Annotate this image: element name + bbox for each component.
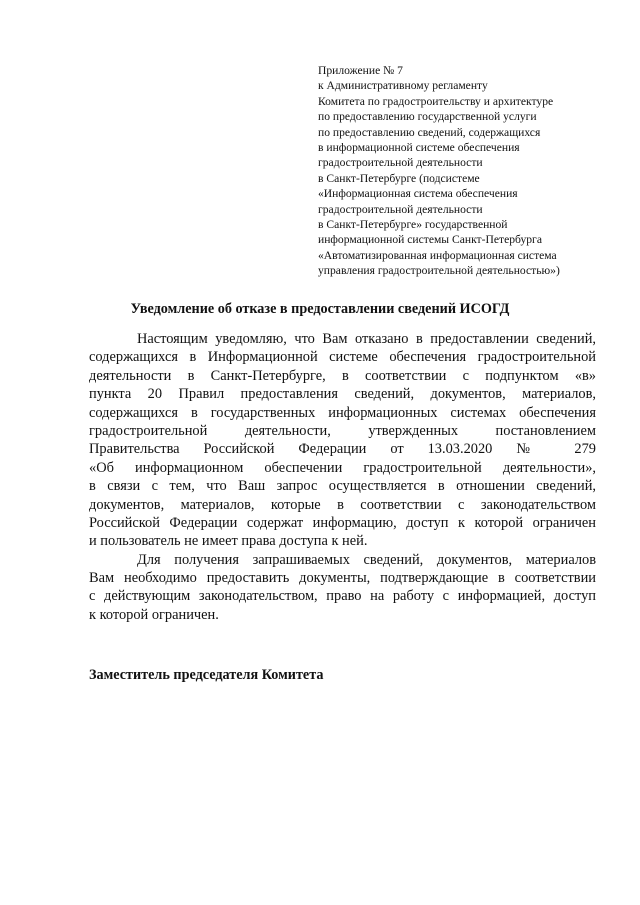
annex-line: к Административному регламенту (318, 79, 488, 93)
annex-line: «Автоматизированная информационная система (318, 248, 557, 262)
annex-line: «Информационная система обеспечения (318, 187, 518, 201)
annex-line: в Санкт-Петербурге» государственной (318, 217, 508, 231)
text-line: содержащихся в государственных информационных системах обеспечения (89, 404, 596, 421)
signatory-title: Заместитель председателя Комитета (89, 667, 324, 683)
text-line: Российской Федерации содержат информацию, доступ к которой ограничен (89, 514, 596, 531)
annex-line: Комитета по градостроительству и архитектуре (318, 94, 554, 108)
annex-line: градостроительной деятельности (318, 156, 483, 170)
text-line: Правительства Российской Федерации от 13.03.2020 № 279 (89, 441, 596, 458)
text-line: пункта 20 Правил предоставления сведений, документов, материалов, (89, 386, 596, 403)
annex-line: в информационной системе обеспечения (318, 140, 520, 154)
annex-line: градостроительной деятельности (318, 202, 483, 216)
annex-line: в Санкт-Петербурге (подсистеме (318, 171, 480, 185)
text-line: Для получения запрашиваемых сведений, документов, материалов (137, 551, 596, 568)
text-line: с действующим законодательством, право на работу с информацией, доступ (89, 588, 596, 605)
text-line: «Об информационном обеспечении градостроительной деятельности», (89, 459, 596, 476)
text-line: Настоящим уведомляю, что Вам отказано в предоставлении сведений, (137, 331, 596, 347)
annex-header (318, 63, 618, 278)
annex-line: по предоставлению государственной услуги (318, 110, 537, 124)
paragraph-instructions (89, 551, 596, 625)
text-line: к которой ограничен. (89, 606, 219, 623)
text-line: деятельности в Санкт-Петербурге, в соответствии с подпунктом «в» (89, 367, 596, 384)
annex-line: информационной системы Санкт-Петербурга (318, 233, 542, 247)
annex-line: по предоставлению сведений, содержащихся (318, 125, 541, 139)
text-line: градостроительной деятельности, утвержденных постановлением (89, 422, 596, 439)
paragraph-refusal (89, 330, 596, 551)
annex-line: Приложение № 7 (318, 64, 403, 77)
text-line: документов, материалов, которые в соответствии с законодательством (89, 496, 596, 513)
document-title: Уведомление об отказе в предоставлении сведений ИСОГД (130, 301, 510, 317)
text-line: в связи с тем, что Ваш запрос осуществляется в отношении сведений, (89, 478, 596, 495)
annex-line: управления градостроительной деятельностью») (318, 264, 560, 278)
text-line: Вам необходимо предоставить документы, подтверждающие в соответствии (89, 570, 596, 587)
text-line: и пользователь не имеет права доступа к ней. (89, 533, 368, 550)
document-body (89, 330, 596, 624)
text-line: содержащихся в Информационной системе обеспечения градостроительной (89, 349, 596, 366)
